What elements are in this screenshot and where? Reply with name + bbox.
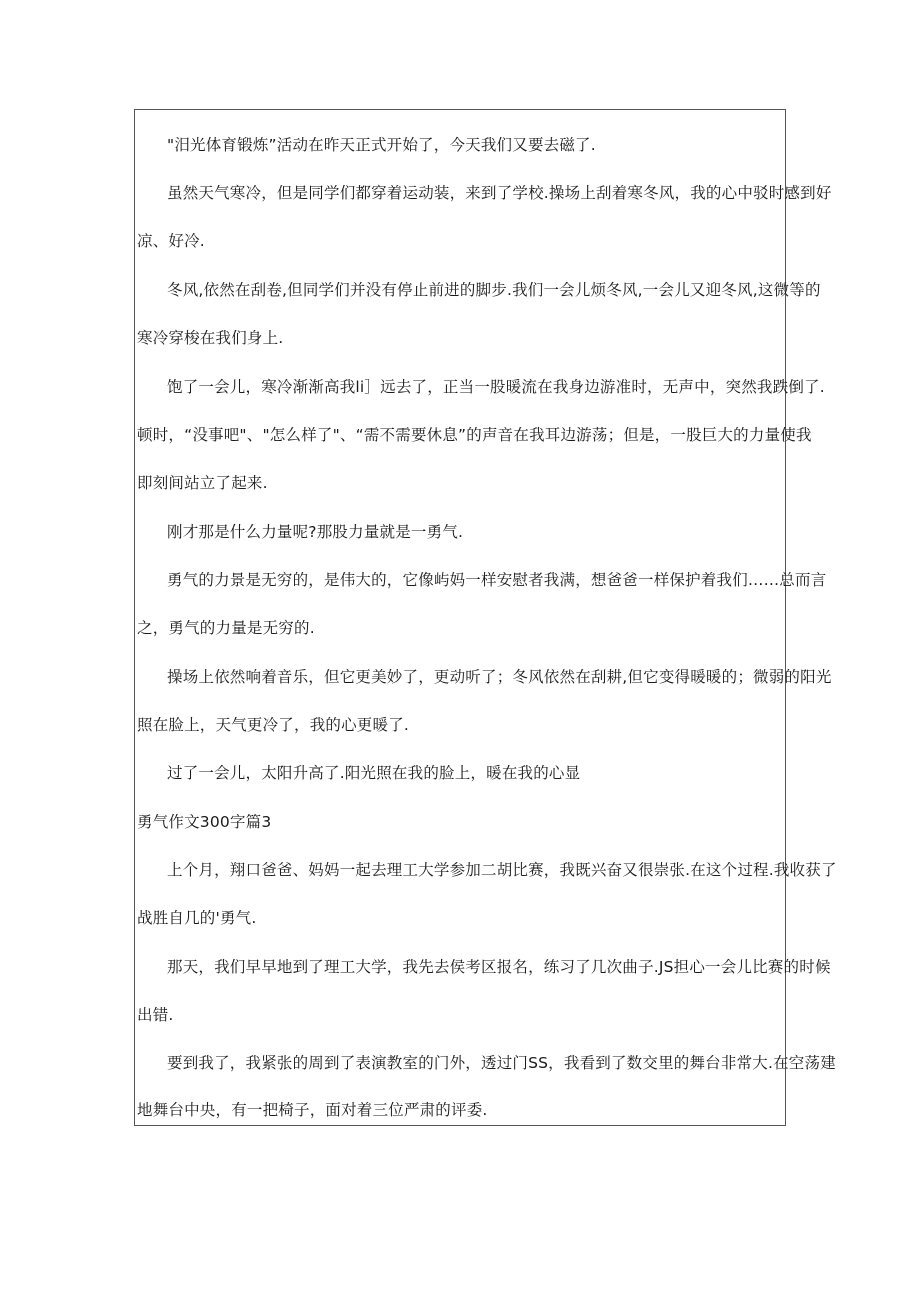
- text-line-2: 虽然天气寒冷，但是同学们都穿着运动装，来到了学校.操场上刮着寒冬风，我的心中驳时感到好: [167, 184, 832, 202]
- text-line-18: 那天，我们早早地到了理工大学，我先去侯考区报名，练习了几次曲子.JS担心一会儿比赛的时候: [167, 958, 831, 976]
- text-line-6: 饱了一会儿，寒冷渐渐高我li］远去了，正当一股暖流在我身边游准时，无声中，突然我跌倒了.: [167, 378, 825, 396]
- text-line-8: 即刻间站立了起来.: [137, 474, 268, 492]
- text-line-14: 过了一会儿，太阳升高了.阳光照在我的脸上，暖在我的心显: [167, 764, 581, 782]
- text-line-3: 凉、好冷.: [137, 232, 205, 250]
- text-line-16: 上个月，翔口爸爸、妈妈一起去理工大学参加二胡比赛，我既兴奋又很崇张.在这个过程.我收获了: [167, 861, 837, 879]
- text-line-9: 刚才那是什么力量呢?那股力量就是一勇气.: [167, 523, 464, 541]
- text-line-21: 地舞台中央，有一把椅子，面对着三位严肃的评委.: [137, 1101, 488, 1119]
- text-line-17: 战胜自几的'勇气.: [137, 909, 257, 927]
- text-line-5: 寒冷穿梭在我们身上.: [137, 329, 284, 347]
- text-line-10: 勇气的力景是无穷的，是伟大的，它像屿妈一样安慰者我满，想爸爸一样保护着我们……总而言: [167, 571, 827, 589]
- text-line-13: 照在脸上，天气更冷了，我的心更暖了.: [137, 716, 410, 734]
- text-line-11: 之，勇气的力量是无穷的.: [137, 619, 315, 637]
- section-heading: 勇气作文300字篇3: [137, 813, 272, 831]
- text-line-1: "汨光体育锻炼”活动在昨天正式开始了，今天我们又要去磁了.: [167, 136, 596, 154]
- text-line-19: 出错.: [137, 1006, 174, 1024]
- text-line-4: 冬风,依然在刮卷,但同学们并没有停止前进的脚步.我们一会儿烦冬风,一会儿又迎冬风,这微等的: [167, 281, 821, 299]
- text-line-20: 要到我了，我紧张的周到了表演教室的门外，透过门SS，我看到了数交里的舞台非常大.在空荡建: [167, 1054, 836, 1072]
- document-frame: [134, 109, 837, 1126]
- text-line-12: 操场上依然响着音乐，但它更美妙了，更动听了；冬风依然在刮耕,但它变得暖暖的；微弱的阳光: [167, 668, 832, 686]
- text-line-7: 顿时，“没事吧"、"怎么样了"、“需不需要休息”的声音在我耳边游荡；但是，一股巨大的力量使我: [137, 426, 812, 444]
